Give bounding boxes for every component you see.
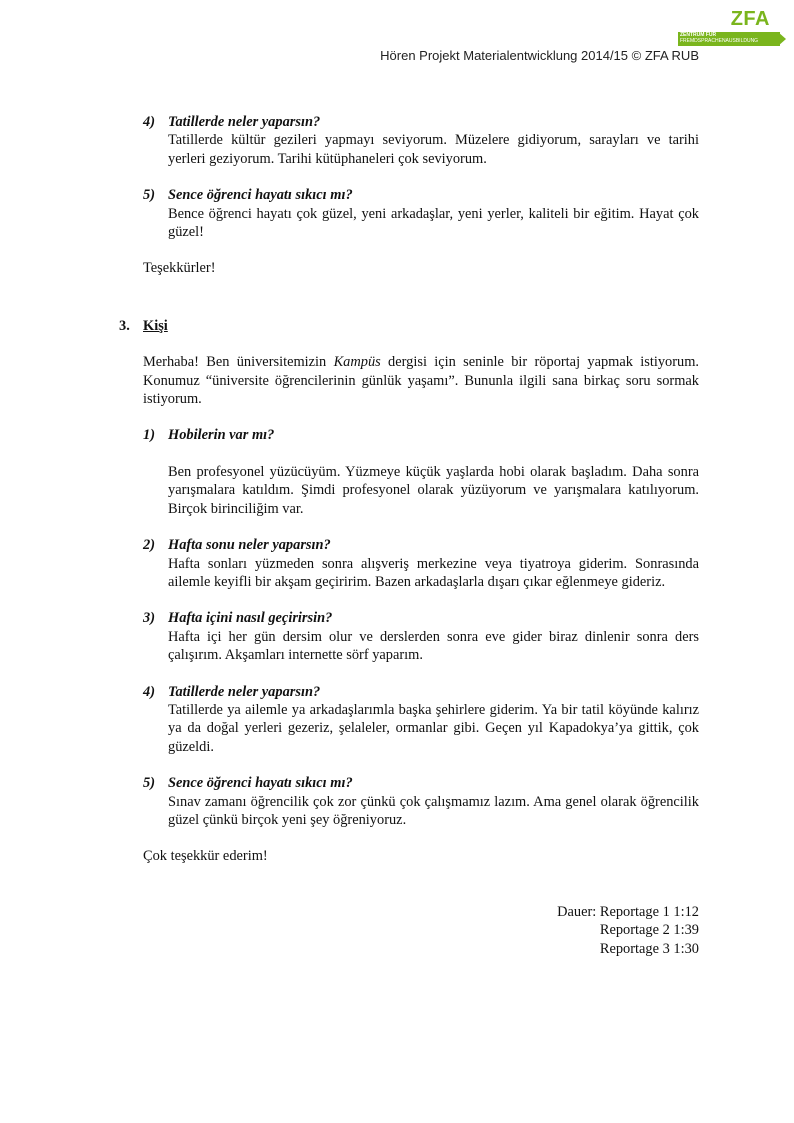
question-title: Hafta içini nasıl geçirirsin? xyxy=(168,610,333,627)
question-number: 2) xyxy=(143,537,155,554)
section-intro xyxy=(143,353,699,408)
duration-line-1: Dauer: Reportage 1 1:12 xyxy=(557,903,699,920)
answer-text: Ben profesyonel yüzücüyüm. Yüzmeye küçük yaşlarda hobi olarak başladım. Daha sonra yarışmalara katıldım. Şimdi profesyonel olarak yüzüyorum ve yarışmalara katılıyorum. Birçok birinciliğim var. xyxy=(168,463,699,517)
intro-part-2: dergisi için seninle bir röportaj yapmak istiyorum. Konumuz “üniversite öğrencilerinin günlük yaşamı”. Bununla ilgili sana birkaç soru sormak istiyorum. xyxy=(143,354,699,408)
question-1 xyxy=(143,426,699,518)
answer-text: Hafta içi her gün dersim olur ve derslerden sonra eve gider biraz dinlenir sonra ders çalışırım. Akşamları internette sörf yaparım. xyxy=(168,628,699,664)
answer-text: Tatillerde kültür gezileri yapmayı seviyorum. Müzelere gidiyorum, sarayları ve tarihi yerleri geziyorum. Tarihi kütüphaneleri çok seviyorum. xyxy=(168,132,699,167)
question-5-intro xyxy=(143,186,699,241)
question-title: Hafta sonu neler yaparsın? xyxy=(168,537,331,554)
question-title: Sence öğrenci hayatı sıkıcı mı? xyxy=(168,775,353,792)
closing-thanks: Çok teşekkür ederim! xyxy=(143,848,268,865)
duration-line-3: Reportage 3 1:30 xyxy=(599,940,699,957)
question-number: 4) xyxy=(143,114,155,130)
document-body xyxy=(119,113,699,958)
question-number: 5) xyxy=(143,187,155,204)
question-5 xyxy=(143,774,699,829)
section-heading xyxy=(119,317,699,335)
intro-part-1: Merhaba! Ben üniversitemizin xyxy=(143,354,334,371)
section-number: 3. xyxy=(119,317,130,334)
answer-text: Tatillerde ya ailemle ya arkadaşlarımla başka şehirlere giderim. Ya bir tatil köyünde kalırız ya da doğal yerleri gezeriz, şelaleler, ormanlar gibi. Geçen yıl Kapadokya’ya gittik, çok güzeldi. xyxy=(168,701,699,755)
logo-arrow-shape xyxy=(778,32,786,46)
answer-text: Sınav zamanı öğrencilik çok zor çünkü çok çalışmamız lazım. Ama genel olarak öğrencilik güzel çünkü birçok yeni şey öğreniyoruz. xyxy=(168,793,699,828)
question-number: 4) xyxy=(143,683,155,700)
running-header: Hören Projekt Materialentwicklung 2014/15 © ZFA RUB xyxy=(380,48,699,63)
question-title: Sence öğrenci hayatı sıkıcı mı? xyxy=(168,187,353,204)
logo-subtitle-1: ZENTRUM FÜR xyxy=(680,32,717,38)
magazine-name: Kampüs xyxy=(333,354,381,371)
question-number: 1) xyxy=(143,427,155,444)
question-title: Hobilerin var mı? xyxy=(168,427,275,444)
logo-subtitle-2: FREMDSPRACHENAUSBILDUNG xyxy=(680,38,759,44)
thanks-text: Teşekkürler! xyxy=(143,260,216,277)
durations-block xyxy=(143,903,699,958)
answer-text: Hafta sonları yüzmeden sonra alışveriş merkezine veya tiyatroya giderim. Sonrasında ailemle keyifli bir akşam geçiririm. Bazen arkadaşlarla dışarı çıkar eğlenmeye gideriz. xyxy=(168,555,699,590)
question-title: Tatillerde neler yaparsın? xyxy=(168,114,321,130)
question-number: 5) xyxy=(143,775,155,792)
logo-title: ZFA xyxy=(730,8,770,30)
duration-line-2: Reportage 2 1:39 xyxy=(599,922,699,939)
question-4 xyxy=(143,683,699,757)
question-3 xyxy=(143,609,699,664)
question-title: Tatillerde neler yaparsın? xyxy=(168,683,321,700)
zfa-logo xyxy=(678,6,788,52)
question-4-intro xyxy=(143,113,699,168)
section-title: Kişi xyxy=(143,317,168,334)
answer-text: Bence öğrenci hayatı çok güzel, yeni arkadaşlar, yeni yerler, kaliteli bir eğitim. Hayat çok güzel! xyxy=(168,205,699,241)
logo-band xyxy=(678,32,780,46)
question-2 xyxy=(143,536,699,591)
question-number: 3) xyxy=(143,610,155,627)
